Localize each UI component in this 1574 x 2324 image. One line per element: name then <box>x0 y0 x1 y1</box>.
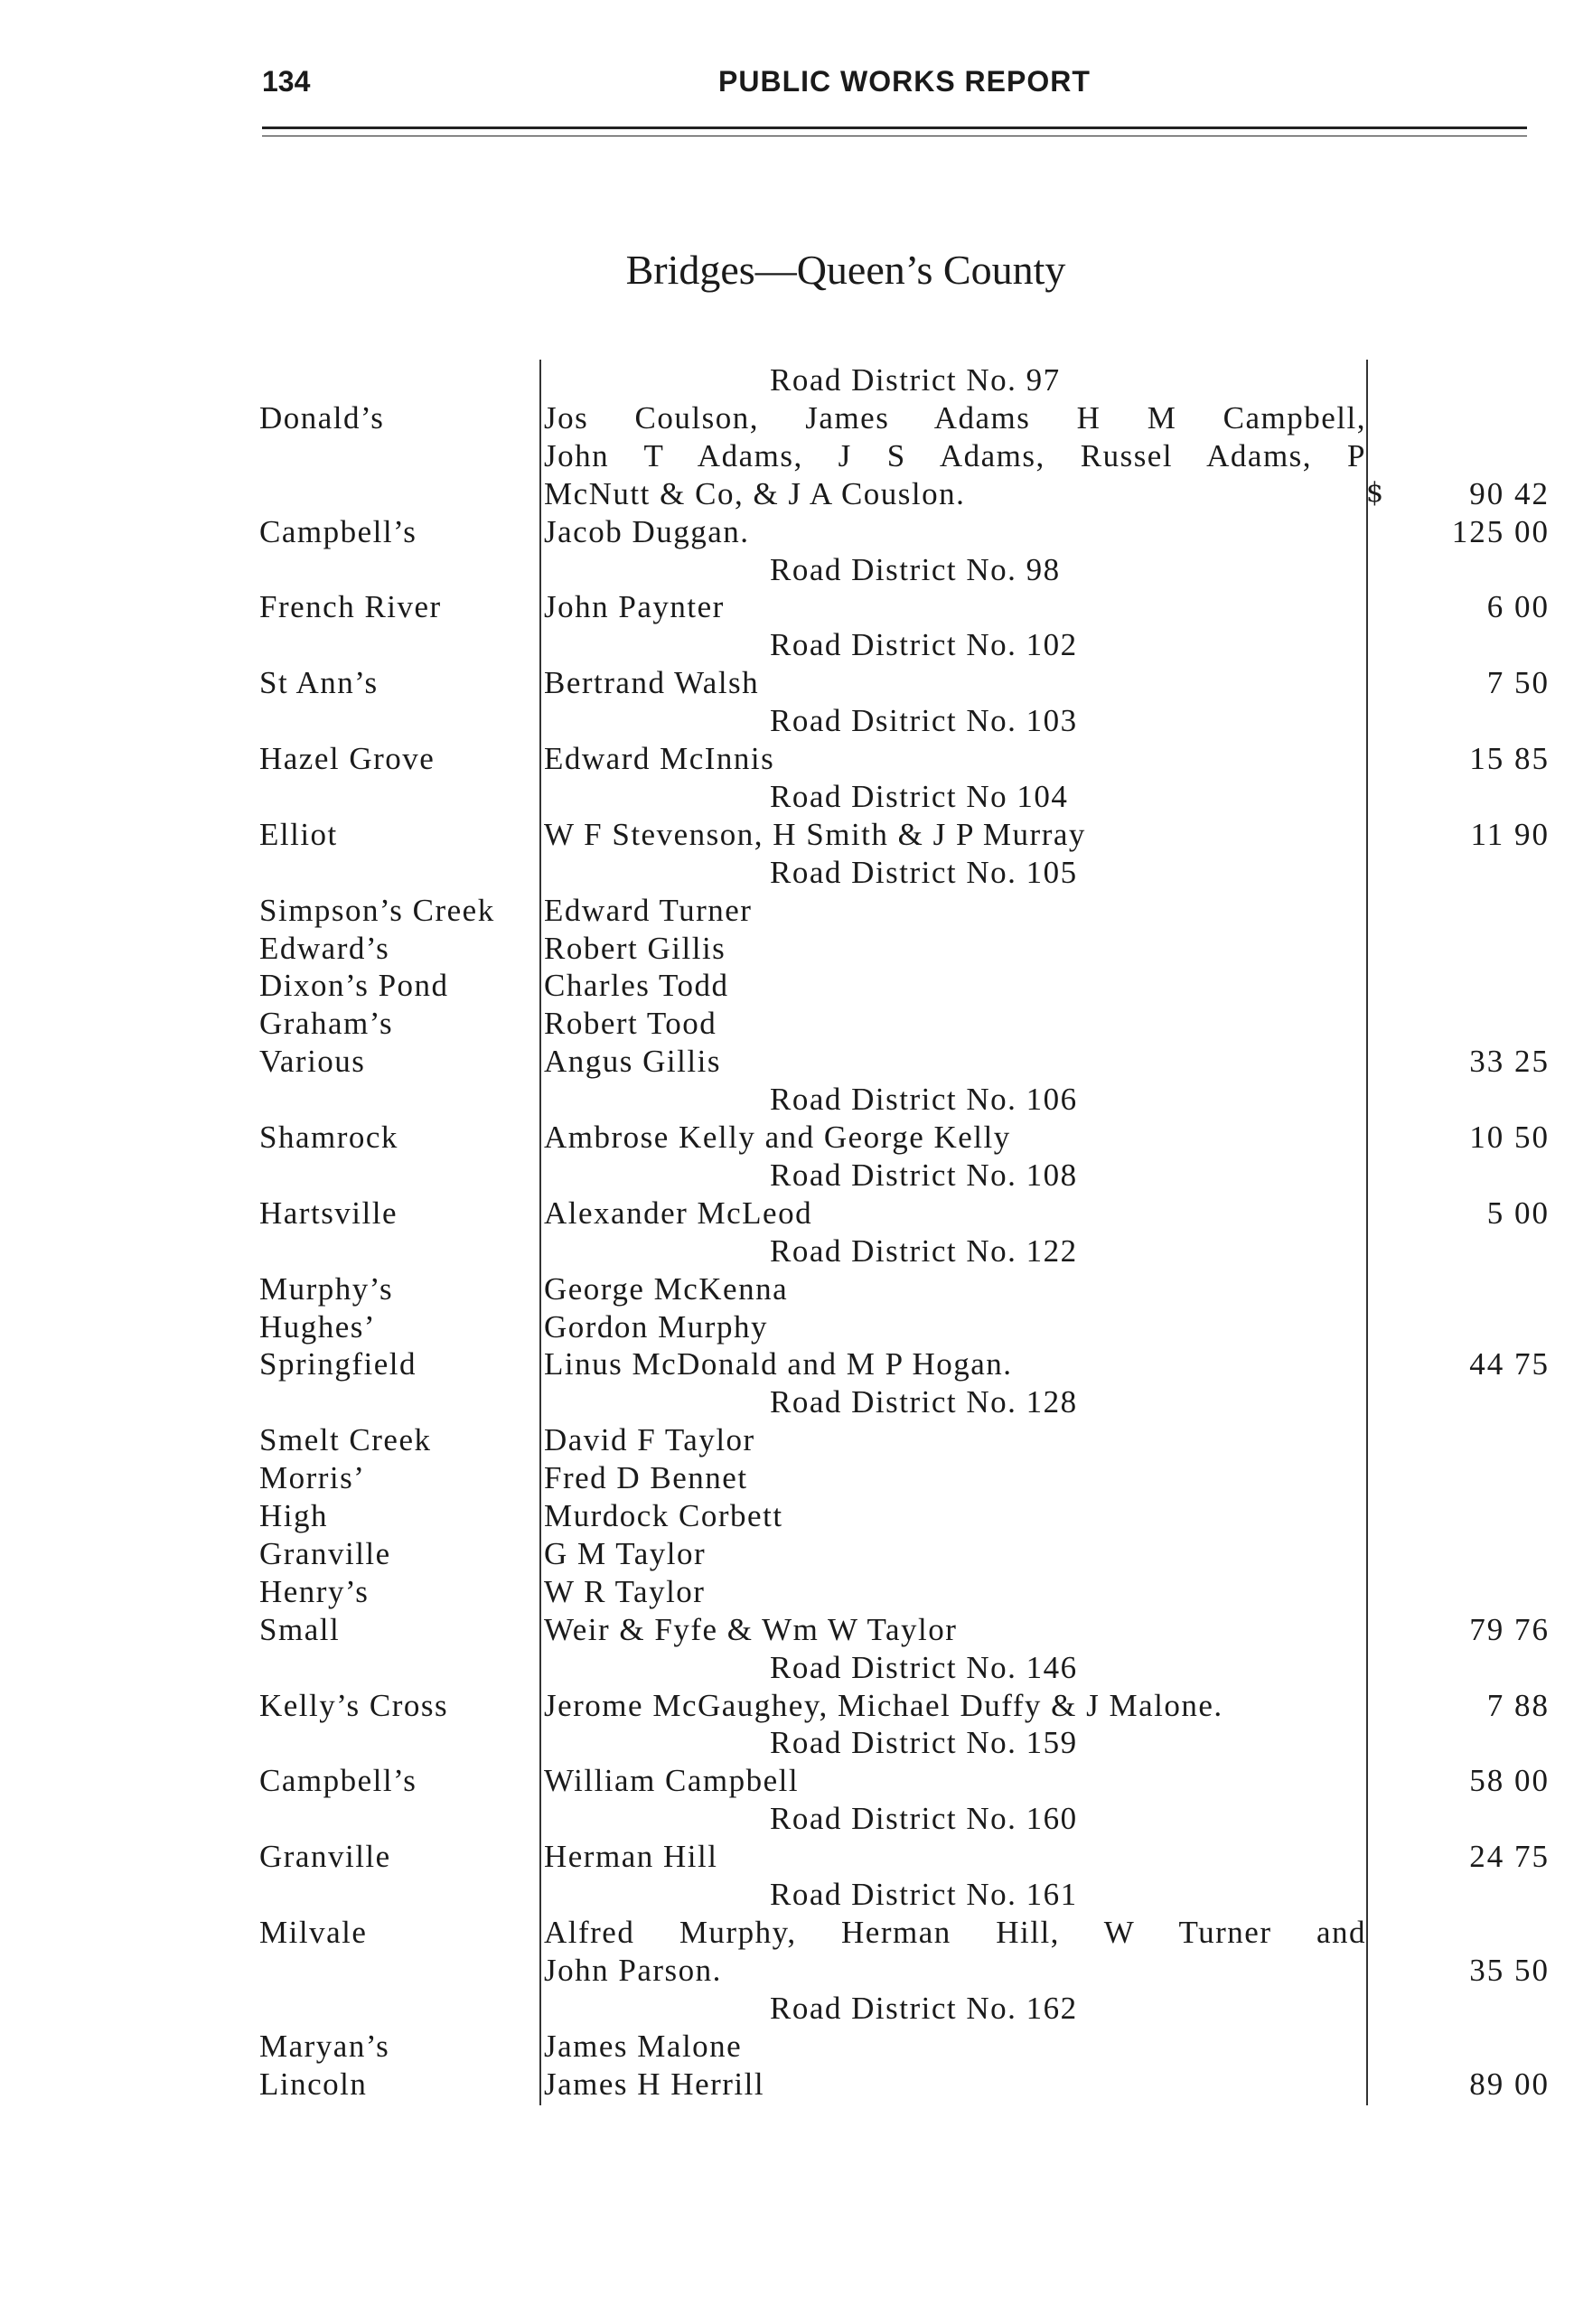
bridge-location: Kelly’s Cross <box>259 1687 449 1723</box>
bridge-location: Small <box>259 1611 341 1647</box>
bridge-location: Murphy’s <box>259 1270 394 1307</box>
ledger-row <box>0 1914 1574 1952</box>
bridge-location: Hazel Grove <box>259 741 436 776</box>
contractor-names: David F Taylor <box>544 1422 755 1458</box>
currency-symbol: $ <box>1366 477 1384 509</box>
bridge-location: Smelt Creek <box>259 1422 432 1458</box>
contractor-names: Edward McInnis <box>544 741 775 776</box>
ledger-row <box>0 1535 1574 1573</box>
bridge-location: Donald’s <box>259 399 385 436</box>
contractor-names: Ambrose Kelly and George Kelly <box>544 1120 1011 1155</box>
amount: 10 50 <box>1469 1120 1550 1155</box>
amount: 44 75 <box>1469 1346 1550 1382</box>
bridge-location: Granville <box>259 1535 391 1571</box>
contractor-names: James H Herrill <box>544 2066 765 2102</box>
bridge-location: Various <box>259 1044 366 1080</box>
district-heading: Road District No. 108 <box>770 1157 1078 1193</box>
district-heading-row <box>0 1724 1574 1762</box>
district-heading-row <box>0 551 1574 589</box>
contractor-names: W F Stevenson, H Smith & J P Murray <box>544 816 1086 852</box>
ledger-row <box>0 892 1574 930</box>
ledger-row <box>0 1459 1574 1497</box>
amount: 6 00 <box>1486 589 1550 625</box>
amount: 7 50 <box>1486 665 1550 701</box>
district-heading-row <box>0 1383 1574 1421</box>
contractor-names: George McKenna <box>544 1270 789 1307</box>
contractor-names: Bertrand Walsh <box>544 665 760 701</box>
amount: 24 75 <box>1469 1839 1550 1875</box>
contractor-names: Fred D Bennet <box>544 1460 748 1496</box>
contractor-names: Linus McDonald and M P Hogan. <box>544 1346 1013 1382</box>
district-heading-row <box>0 1990 1574 2028</box>
amount: 90 42 <box>1469 475 1550 511</box>
amount: 79 76 <box>1469 1611 1550 1647</box>
district-heading: Road District No. 162 <box>770 1990 1078 2026</box>
amount: 5 00 <box>1486 1195 1550 1231</box>
district-heading: Road District No. 102 <box>770 627 1078 663</box>
amount: 33 25 <box>1469 1044 1550 1080</box>
bridge-location: Campbell’s <box>259 1763 417 1799</box>
ledger-row <box>0 437 1574 475</box>
ledger-row <box>0 1308 1574 1346</box>
ledger-row <box>0 967 1574 1005</box>
contractor-names: Jacob Duggan. <box>544 513 750 549</box>
ledger-row <box>0 1195 1574 1232</box>
district-heading-row <box>0 1876 1574 1914</box>
page-header <box>262 65 1527 110</box>
amount: 35 50 <box>1469 1952 1550 1988</box>
bridge-location: Shamrock <box>259 1120 398 1155</box>
district-heading-row <box>0 1800 1574 1838</box>
bridge-location: Lincoln <box>259 2066 368 2102</box>
district-heading-row <box>0 1157 1574 1195</box>
ledger-row <box>0 1421 1574 1459</box>
district-heading-row <box>0 1649 1574 1687</box>
amount: 11 90 <box>1470 816 1550 852</box>
bridge-location: Springfield <box>259 1346 417 1382</box>
bridge-location: Dixon’s Pond <box>259 968 449 1004</box>
bridge-location: High <box>259 1498 328 1533</box>
bridge-location: Campbell’s <box>259 513 417 549</box>
district-heading: Road District No. 159 <box>770 1725 1078 1761</box>
contractor-names: John Paynter <box>544 589 725 625</box>
bridge-location: Graham’s <box>259 1006 394 1042</box>
bridge-location: Granville <box>259 1839 391 1875</box>
contractor-names: G M Taylor <box>544 1535 707 1571</box>
bridge-location: Elliot <box>259 816 338 852</box>
district-heading: Road District No. 122 <box>770 1232 1078 1269</box>
bridge-location: Hughes’ <box>259 1308 377 1345</box>
ledger-row <box>0 399 1574 437</box>
contractor-names: Jerome McGaughey, Michael Duffy & J Malone. <box>544 1687 1223 1723</box>
contractor-names: Robert Gillis <box>544 930 726 966</box>
bridge-location: Simpson’s Creek <box>259 892 495 928</box>
amount: 58 00 <box>1469 1763 1550 1799</box>
contractor-names: Charles Todd <box>544 968 729 1004</box>
ledger-row <box>0 1345 1574 1383</box>
contractor-names: Weir & Fyfe & Wm W Taylor <box>544 1611 958 1647</box>
contractor-names: Murdock Corbett <box>544 1498 783 1533</box>
ledger-row <box>0 1043 1574 1081</box>
running-head: PUBLIC WORKS REPORT <box>718 65 1091 98</box>
bridge-location: Hartsville <box>259 1195 398 1231</box>
district-heading: Road District No. 160 <box>770 1801 1078 1837</box>
ledger-row <box>0 1952 1574 1990</box>
ledger-row <box>0 930 1574 968</box>
district-heading: Road District No. 97 <box>770 362 1061 398</box>
district-heading: Road Dsitrict No. 103 <box>770 703 1078 739</box>
amount: 125 00 <box>1451 513 1550 549</box>
ledger-row <box>0 816 1574 854</box>
amount: 15 85 <box>1469 741 1550 776</box>
amount: 7 88 <box>1486 1687 1550 1723</box>
page-number: 134 <box>262 65 311 98</box>
district-heading-row <box>0 361 1574 399</box>
contractor-names: Robert Tood <box>544 1006 717 1042</box>
amount: 89 00 <box>1469 2066 1550 2102</box>
district-heading-row <box>0 626 1574 664</box>
contractor-names: James Malone <box>544 2028 743 2064</box>
contractor-names: Herman Hill <box>544 1839 718 1875</box>
ledger-row <box>0 1611 1574 1649</box>
district-heading: Road District No. 106 <box>770 1082 1078 1118</box>
ledger-row <box>0 588 1574 626</box>
ledger-row <box>0 740 1574 778</box>
contractor-names: Jos Coulson, James Adams H M Campbell, <box>544 399 1366 436</box>
ledger-row <box>0 1005 1574 1043</box>
district-heading: Road District No. 98 <box>770 551 1061 587</box>
district-heading-row <box>0 778 1574 816</box>
bridge-location: French River <box>259 589 442 625</box>
contractor-names: John Parson. <box>544 1952 722 1988</box>
district-heading-row <box>0 1081 1574 1119</box>
contractor-names: Alfred Murphy, Herman Hill, W Turner and <box>544 1914 1366 1950</box>
district-heading: Road District No. 146 <box>770 1649 1078 1685</box>
bridge-location: Edward’s <box>259 930 390 966</box>
district-heading-row <box>0 702 1574 740</box>
contractor-names: McNutt & Co, & J A Couslon. <box>544 475 966 511</box>
district-heading: Road District No 104 <box>770 778 1069 814</box>
contractor-names: Gordon Murphy <box>544 1308 768 1345</box>
ledger-row <box>0 1762 1574 1800</box>
contractor-names: John T Adams, J S Adams, Russel Adams, P <box>544 437 1366 473</box>
ledger-row <box>0 1270 1574 1308</box>
district-heading: Road District No. 161 <box>770 1877 1078 1912</box>
bridge-location: Morris’ <box>259 1460 366 1496</box>
ledger-row <box>0 1573 1574 1611</box>
district-heading-row <box>0 1232 1574 1270</box>
bridge-location: Milvale <box>259 1914 368 1950</box>
ledger-row <box>0 664 1574 702</box>
contractor-names: Alexander McLeod <box>544 1195 813 1231</box>
header-rule-thick <box>262 127 1527 129</box>
bridge-location: St Ann’s <box>259 665 379 701</box>
contractor-names: Angus Gillis <box>544 1044 721 1080</box>
page-title: Bridges—Queen’s County <box>625 247 1066 293</box>
bridge-location: Henry’s <box>259 1573 370 1609</box>
contractor-names: Edward Turner <box>544 892 753 928</box>
contractor-names: William Campbell <box>544 1763 800 1799</box>
ledger-row <box>0 1838 1574 1876</box>
ledger-row <box>0 1687 1574 1725</box>
ledger-row <box>0 1497 1574 1535</box>
ledger-row <box>0 1119 1574 1157</box>
ledger-row <box>0 475 1574 513</box>
district-heading: Road District No. 128 <box>770 1384 1078 1420</box>
district-heading-row <box>0 854 1574 892</box>
bridge-location: Maryan’s <box>259 2028 390 2064</box>
ledger-row <box>0 2028 1574 2066</box>
contractor-names: W R Taylor <box>544 1573 706 1609</box>
ledger-row <box>0 2066 1574 2104</box>
ledger-row <box>0 513 1574 551</box>
district-heading: Road District No. 105 <box>770 854 1078 890</box>
